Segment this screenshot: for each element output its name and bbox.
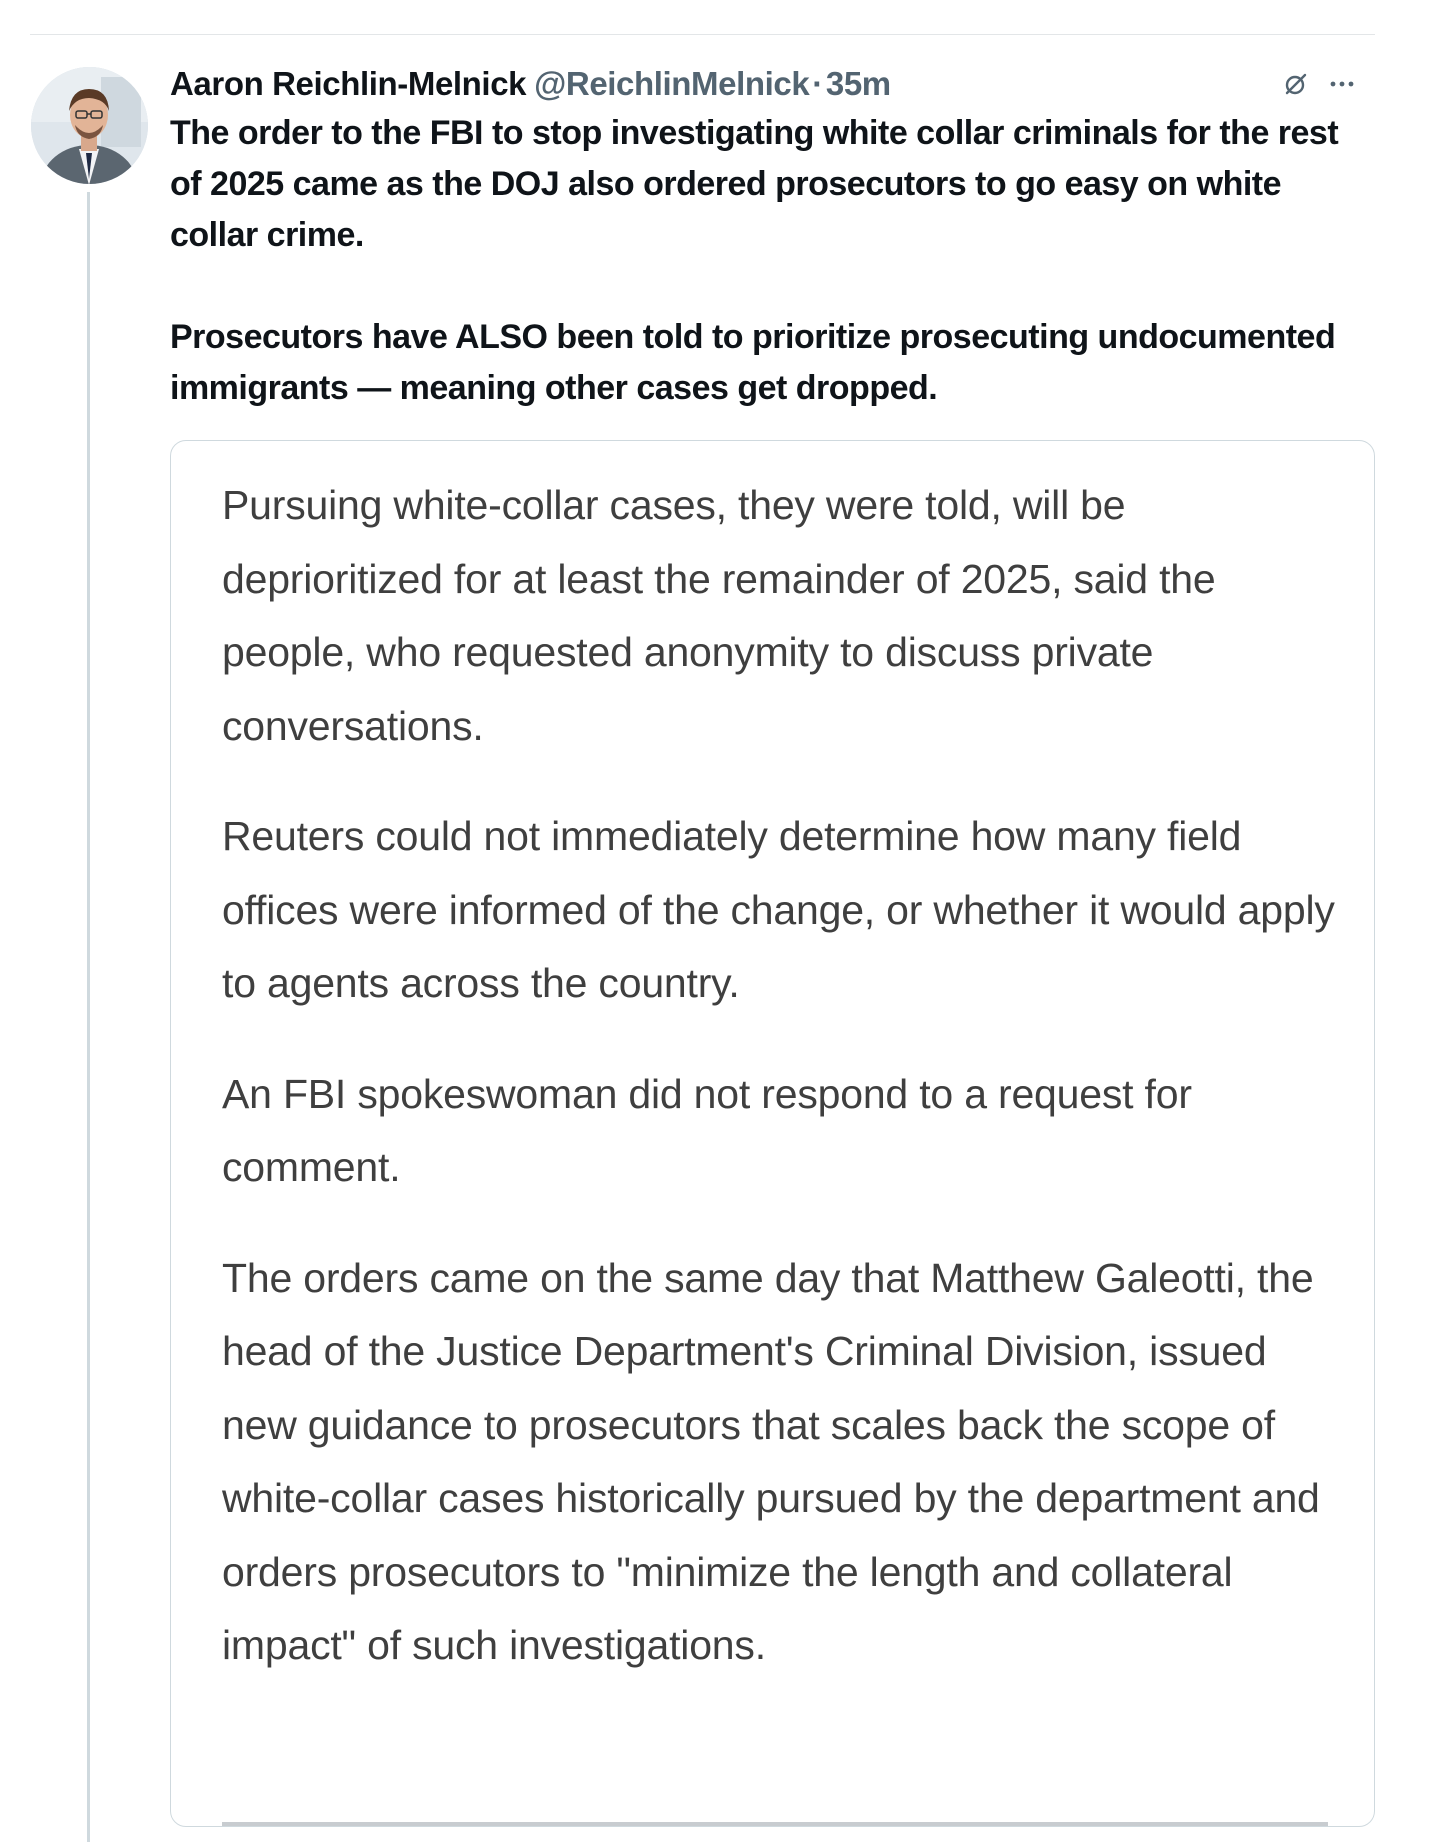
author-handle[interactable]: @ReichlinMelnick: [534, 65, 810, 102]
excerpt-paragraph-1: Pursuing white-collar cases, they were told, will be deprioritized for at least the remainder of 2025, said the people, who requested anonymity to discuss private conversations.: [222, 482, 1216, 749]
post-timestamp[interactable]: 35m: [825, 65, 891, 102]
more-icon[interactable]: [1329, 79, 1355, 89]
thread-line: [87, 192, 90, 1842]
header-actions: [1283, 71, 1375, 97]
avatar-photo-icon: [31, 67, 148, 184]
post-paragraph-2: Prosecutors have ALSO been told to prioritize prosecuting undocumented immigrants — meaning other cases get dropped.: [170, 318, 1336, 407]
grok-icon[interactable]: [1283, 71, 1309, 97]
post-header: [170, 60, 1375, 108]
top-divider: [30, 34, 1375, 35]
post[interactable]: [170, 60, 1375, 414]
post-paragraph-1: The order to the FBI to stop investigating white collar criminals for the rest of 2025 came as the DOJ also ordered prosecutors to go easy on white collar crime.: [170, 114, 1339, 254]
excerpt-paragraph-3: An FBI spokeswoman did not respond to a request for comment.: [222, 1070, 1192, 1190]
avatar[interactable]: [31, 67, 148, 184]
excerpt-bottom-rule: [222, 1822, 1328, 1826]
post-text: [170, 108, 1350, 414]
separator-dot: ·: [812, 65, 823, 102]
author-display-name[interactable]: Aaron Reichlin-Melnick: [170, 65, 527, 102]
quoted-excerpt-card[interactable]: [170, 440, 1375, 1827]
quoted-excerpt-text: [222, 469, 1352, 1720]
excerpt-paragraph-4: The orders came on the same day that Matthew Galeotti, the head of the Justice Department's Criminal Division, issued new guidance to prosecutors that scales back the scope of white-collar cases historically pursued by the department and orders prosecutors to "minimize the length and collateral impact" of such investigations.: [222, 1254, 1320, 1668]
excerpt-paragraph-2: Reuters could not immediately determine how many field offices were informed of the change, or whether it would apply to agents across the country.: [222, 813, 1335, 1006]
